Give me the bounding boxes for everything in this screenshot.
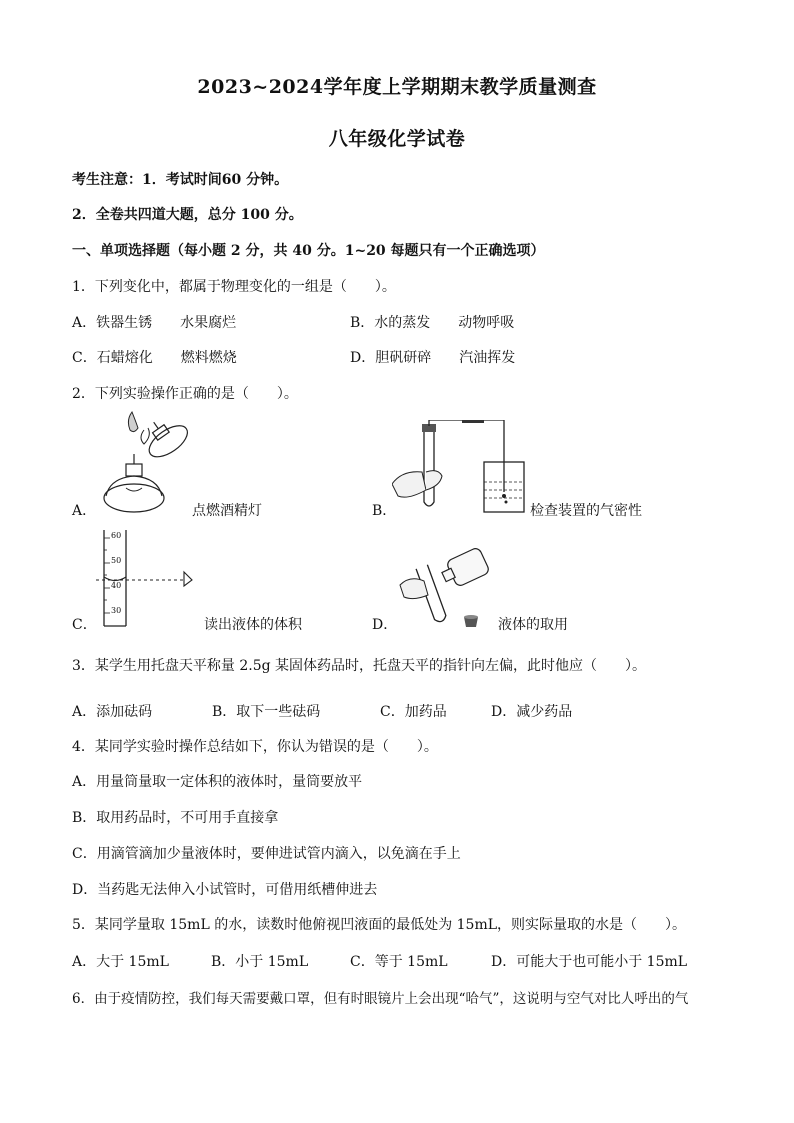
- notice-line-1: 考生注意：1．考试时间60 分钟。: [72, 172, 289, 188]
- question-6-stem: 6．由于疫情防控，我们每天需要戴口罩，但有时眼镜片上会出现“哈气”，这说明与空气对比人呼出的气: [72, 991, 689, 1007]
- question-4-option-c: C．用滴管滴加少量液体时，要伸进试管内滴入，以免滴在手上: [72, 846, 461, 862]
- cylinder-tick-40: 40: [111, 581, 122, 590]
- liquid-pouring-figure: [398, 545, 498, 635]
- question-2-label-c: C．: [72, 617, 97, 633]
- cylinder-tick-50: 50: [111, 556, 122, 565]
- question-3-option-d: D．减少药品: [491, 704, 573, 720]
- question-4-option-b: B．取用药品时，不可用手直接拿: [72, 810, 279, 826]
- question-3-stem: 3．某学生用托盘天平称量 2.5g 某固体药品时，托盘天平的指针向左偏，此时他应（ ）。: [72, 658, 647, 674]
- question-4-option-a: A．用量筒量取一定体积的液体时，量筒要放平: [72, 774, 363, 790]
- question-1-option-b: B．水的蒸发 动物呼吸: [350, 315, 515, 331]
- question-1-option-d: D．胆矾研碎 汽油挥发: [350, 350, 516, 366]
- question-5-option-a: A．大于 15mL: [72, 954, 169, 970]
- question-2-caption-b: 检查装置的气密性: [530, 503, 642, 519]
- question-2-caption-d: 液体的取用: [498, 617, 568, 633]
- question-2-label-a: A．: [72, 503, 97, 519]
- section-heading: 一、单项选择题（每小题 2 分，共 40 分。1~20 每题只有一个正确选项）: [72, 243, 545, 259]
- cylinder-tick-30: 30: [111, 606, 122, 615]
- question-5-option-d: D．可能大于也可能小于 15mL: [491, 954, 688, 970]
- question-4-stem: 4．某同学实验时操作总结如下，你认为错误的是（ ）。: [72, 739, 438, 755]
- notice-line-2: 2．全卷共四道大题，总分 100 分。: [72, 207, 303, 223]
- question-4-option-d: D．当药匙无法伸入小试管时，可借用纸槽伸进去: [72, 882, 378, 898]
- alcohol-lamp-figure: [96, 408, 196, 518]
- question-2-caption-a: 点燃酒精灯: [192, 503, 262, 519]
- question-1-option-a: A．铁器生锈 水果腐烂: [72, 315, 237, 331]
- exam-subtitle: 八年级化学试卷: [328, 128, 466, 150]
- question-2-label-d: D．: [372, 617, 398, 633]
- question-5-option-c: C．等于 15mL: [350, 954, 448, 970]
- question-1-option-c: C．石蜡熔化 燃料燃烧: [72, 350, 237, 366]
- cylinder-tick-60: 60: [111, 531, 122, 540]
- question-2-stem: 2．下列实验操作正确的是（ ）。: [72, 386, 298, 402]
- exam-title: 2023~2024学年度上学期期末教学质量测查: [197, 76, 597, 98]
- question-3-option-b: B．取下一些砝码: [212, 704, 321, 720]
- question-2-label-b: B．: [372, 503, 397, 519]
- question-3-option-c: C．加药品: [380, 704, 447, 720]
- question-5-option-b: B．小于 15mL: [211, 954, 309, 970]
- airtightness-check-figure: [392, 420, 528, 520]
- question-2-caption-c: 读出液体的体积: [204, 617, 302, 633]
- question-1-stem: 1．下列变化中，都属于物理变化的一组是（ ）。: [72, 279, 396, 295]
- question-5-stem: 5．某同学量取 15mL 的水，读数时他俯视凹液面的最低处为 15mL，则实际量取的水是（ ）。: [72, 917, 687, 933]
- question-3-option-a: A．添加砝码: [72, 704, 153, 720]
